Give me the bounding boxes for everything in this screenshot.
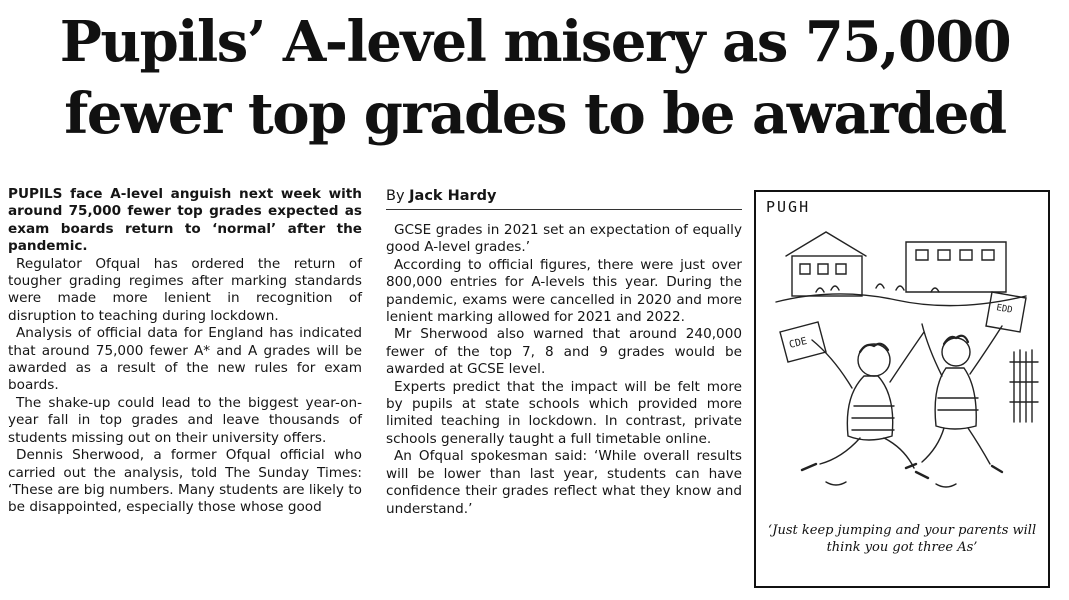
article-paragraph: According to official figures, there were just over 800,000 entries for A-levels this year. During the pandemic, exams were cancelled in 2020 and more lenient marking allowed for 2021 and 2022. (386, 256, 742, 326)
headline (6, 6, 1064, 150)
article-paragraph: The shake-up could lead to the biggest year-on-year fall in top grades and leave thousands of students missing out on their university offers. (8, 394, 362, 446)
byline-prefix: By (386, 188, 405, 204)
headline-line-1: Pupils’ A-level misery as 75,000 (59, 9, 1011, 75)
article-column-2 (386, 186, 742, 518)
paper-left-label: CDE (788, 335, 809, 351)
cartoon-panel (754, 190, 1050, 588)
cartoon-caption: ‘Just keep jumping and your parents will think you got three As’ (767, 523, 1037, 555)
article-paragraph: GCSE grades in 2021 set an expectation of equally good A-level grades.’ (386, 222, 742, 256)
article-paragraph: Regulator Ofqual has ordered the return of tougher grading regimes after marking standards were made more lenient in recognition of disruption to teaching during lockdown. (8, 255, 362, 324)
byline (386, 186, 742, 210)
article-paragraph: An Ofqual spokesman said: ‘While overall results will be lower than last year, students can have confidence their grades reflect what they know and understand.’ (386, 448, 742, 517)
byline-author: Jack Hardy (409, 188, 497, 204)
headline-line-2: fewer top grades to be awarded (64, 81, 1006, 147)
article-paragraph: Analysis of official data for England has indicated that around 75,000 fewer A* and A grades will be awarded as a result of the new rules for exam boards. (8, 325, 362, 394)
article-paragraph: Dennis Sherwood, a former Ofqual official who carried out the analysis, told The Sunday Times: ‘These are big numbers. Many students are likely to be disappointed, especially those whose good (8, 447, 362, 516)
article-column-1 (8, 186, 362, 517)
cartoonist-signature: PUGH (766, 198, 811, 216)
article-paragraph: Mr Sherwood also warned that around 240,000 fewer of the top 7, 8 and 9 grades would be awarded at GCSE level. (386, 326, 742, 378)
article-paragraph: Experts predict that the impact will be felt more by pupils at state schools which provided more limited teaching in lockdown. In contrast, private schools generally taught a full timetable online. (386, 378, 742, 447)
article-lead: PUPILS face A-level anguish next week with around 75,000 fewer top grades expected as exam boards return to ‘normal’ after the pandemic. (8, 186, 362, 255)
paper-right-label: EDD (995, 303, 1014, 316)
